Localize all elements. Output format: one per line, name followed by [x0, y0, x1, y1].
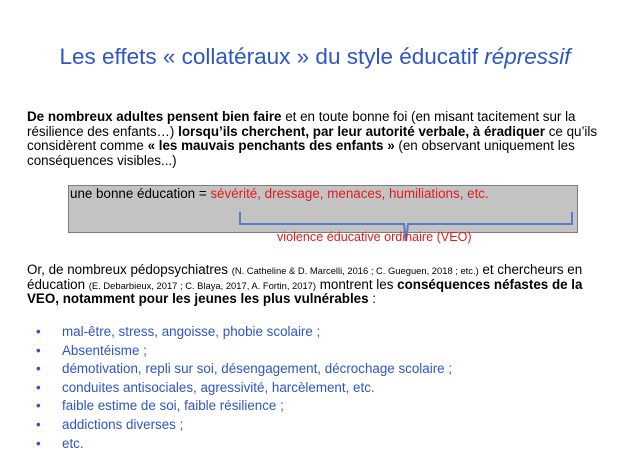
list-item: [36, 435, 452, 454]
title-italic: répressif: [484, 44, 571, 69]
list-item: [36, 379, 452, 398]
bullet-icon: •: [36, 416, 41, 432]
slide-title: [0, 44, 630, 70]
researchers-text-4: :: [368, 291, 377, 307]
list-item-text: faible estime de soi, faible résilience ;: [62, 398, 284, 414]
citation-1: (N. Catheline & D. Marcelli, 2016 ; C. Gueguen, 2018 ; etc.): [231, 265, 479, 276]
researchers-text-2: et chercheurs en éducation: [27, 262, 583, 292]
list-item-text: addictions diverses ;: [62, 416, 184, 432]
list-item: [36, 360, 452, 379]
bullet-icon: •: [36, 324, 41, 339]
intro-bold-1: De nombreux adultes pensent bien faire: [27, 109, 282, 124]
list-item-text: démotivation, repli sur soi, désengagement, décrochage scolaire ;: [62, 361, 453, 377]
list-item: [36, 323, 452, 342]
intro-bold-2: lorsqu’ils cherchent, par leur autorité verbale, à éradiquer: [178, 123, 545, 139]
list-item-text: Absentéisme ;: [62, 342, 147, 358]
list-item: [36, 342, 452, 361]
list-item: [36, 397, 452, 416]
intro-text-2: ce qu’ils considèrent comme: [27, 123, 598, 154]
definition-red-text: sévérité, dressage, menaces, humiliations, etc.: [210, 186, 489, 201]
intro-bold-3: « les mauvais penchants des enfants »: [147, 138, 395, 154]
researchers-text-3: montrent les: [316, 276, 398, 292]
intro-paragraph: [27, 110, 612, 168]
intro-text-1: et en toute bonne foi (en misant tacitement sur la résilience des enfants…): [27, 109, 576, 139]
veo-annotation: violence éducative ordinaire (VEO): [277, 230, 472, 244]
consequences-list: [36, 323, 452, 453]
researchers-paragraph: [27, 263, 617, 306]
bullet-icon: •: [36, 342, 41, 358]
bullet-icon: •: [36, 361, 41, 377]
list-item-text: mal-être, stress, angoisse, phobie scolaire ;: [62, 324, 321, 339]
intro-text-3: (en observant uniquement les conséquences visibles...): [27, 138, 575, 168]
researchers-bold: conséquences néfastes de la VEO, notamment pour les jeunes les plus vulnérables: [27, 276, 583, 307]
bullet-icon: •: [36, 398, 41, 414]
citation-2: (E. Debarbieux, 2017 ; C. Blaya, 2017, A. Fortin, 2017): [88, 279, 317, 291]
title-main: Les effets « collatéraux » du style éducatif: [59, 44, 485, 69]
bullet-icon: •: [36, 379, 41, 395]
definition-text: [70, 186, 489, 201]
researchers-text-1: Or, de nombreux pédopsychiatres: [27, 262, 232, 277]
list-item-text: etc.: [62, 435, 84, 451]
bullet-icon: •: [36, 435, 41, 451]
list-item-text: conduites antisociales, agressivité, harcèlement, etc.: [62, 379, 375, 395]
list-item: [36, 416, 452, 435]
definition-prefix: une bonne éducation =: [70, 186, 211, 201]
